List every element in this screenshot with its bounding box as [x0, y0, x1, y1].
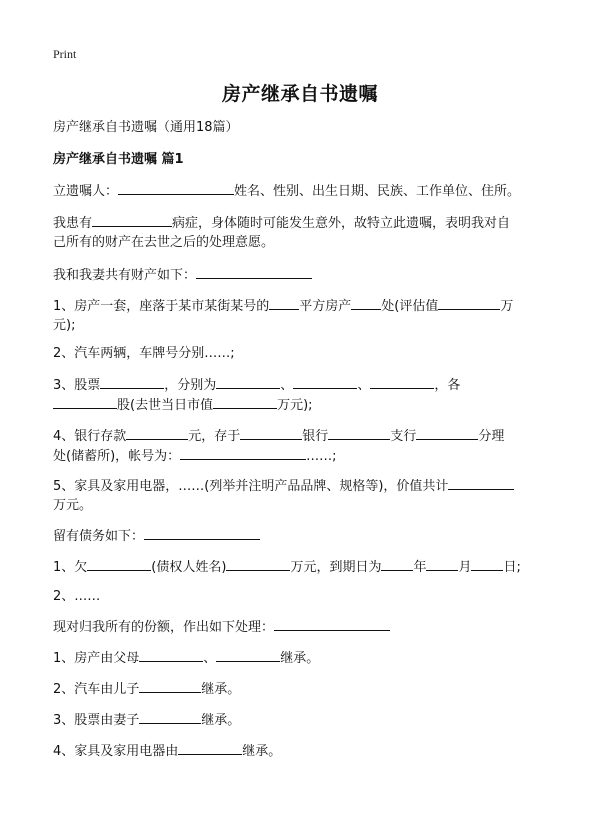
print-link[interactable]: Print [53, 47, 77, 61]
blank-field [471, 557, 503, 571]
text: 4、家具及家用电器由 [53, 744, 179, 759]
text: 病症，身体随时可能发生意外，故特立此遗嘱，表明我对自 [172, 216, 511, 231]
item-furniture-cont [53, 496, 548, 516]
item-house [53, 296, 548, 317]
blank-field [53, 395, 117, 409]
text: 元); [53, 318, 76, 333]
blank-field [144, 526, 260, 540]
blank-field [87, 557, 151, 571]
disposition-furniture [53, 741, 548, 762]
blank-field [100, 375, 164, 389]
text: 分理 [478, 429, 505, 444]
text: 支行 [390, 429, 417, 444]
blank-field [240, 426, 302, 440]
blank-field [213, 395, 277, 409]
blank-field [370, 375, 434, 389]
text: 留有债务如下： [53, 529, 145, 544]
text: 姓名、性别、出生日期、民族、工作单位、住所。 [234, 184, 521, 199]
text: 万元。 [53, 498, 93, 513]
text: 2、汽车两辆，车牌号分别……; [53, 346, 235, 361]
item-cars [53, 344, 548, 364]
text: 处(评估值 [381, 299, 439, 314]
disposition-house [53, 648, 548, 669]
text: 继承。 [201, 713, 241, 728]
text: (债权人姓名) [151, 560, 227, 575]
document-title: 房产继承自书遗嘱 [221, 83, 378, 105]
blank-field [139, 710, 201, 724]
blank-field [351, 296, 381, 310]
text: 年 [413, 560, 427, 575]
item-deposit [53, 426, 548, 447]
text: 1、房产一套，座落于某市某街某号的 [53, 299, 270, 314]
blank-field [274, 617, 390, 631]
text: 4、银行存款 [53, 429, 127, 444]
blank-field [178, 741, 242, 755]
blank-field [216, 648, 280, 662]
item-stocks-cont [53, 395, 548, 416]
text: 3、股票 [53, 378, 101, 393]
document-subtitle: 房产继承自书遗嘱（通用18篇） [53, 120, 239, 135]
text: 继承。 [242, 744, 282, 759]
blank-field [139, 679, 201, 693]
section-heading: 房产继承自书遗嘱 篇1 [53, 152, 184, 167]
text: 元，存于 [188, 429, 241, 444]
text: 立遗嘱人： [53, 184, 119, 199]
text: 、 [280, 378, 294, 393]
blank-field [226, 557, 290, 571]
text: 继承。 [280, 651, 320, 666]
text: 处(储蓄所)，帐号为： [53, 449, 181, 464]
text: 我患有 [53, 216, 93, 231]
text: 银行 [302, 429, 329, 444]
text: ，分别为 [164, 378, 217, 393]
blank-field [448, 476, 514, 490]
text: 万元，到期日为 [290, 560, 382, 575]
text: 3、股票由妻子 [53, 713, 140, 728]
blank-field [118, 181, 234, 195]
text: 继承。 [201, 682, 241, 697]
blank-field [139, 648, 203, 662]
debts-heading [53, 526, 548, 547]
joint-property-heading [53, 265, 548, 286]
debt-item-1 [53, 557, 548, 578]
text: 1、房产由父母 [53, 651, 140, 666]
paragraph-illness-cont [53, 233, 548, 253]
item-stocks [53, 375, 548, 396]
paragraph-illness [53, 213, 548, 234]
item-deposit-cont [53, 446, 548, 467]
text: 股(去世当日市值 [117, 398, 214, 413]
blank-field [92, 213, 172, 227]
blank-field [126, 426, 188, 440]
testator-line [53, 181, 548, 202]
text: ……; [306, 449, 337, 464]
text: 月 [458, 560, 472, 575]
blank-field [416, 426, 478, 440]
text: 己所有的财产在去世之后的处理意愿。 [53, 235, 275, 250]
item-furniture [53, 476, 548, 497]
disposition-stocks [53, 710, 548, 731]
text: 2、…… [53, 589, 101, 604]
blank-field [381, 557, 413, 571]
blank-field [180, 446, 306, 460]
blank-field [293, 375, 357, 389]
text: 现对归我所有的份额，作出如下处理： [53, 620, 275, 635]
blank-field [426, 557, 458, 571]
blank-field [216, 375, 280, 389]
text: 万 [500, 299, 514, 314]
text: 万元); [277, 398, 313, 413]
text: 日; [503, 560, 521, 575]
blank-field [328, 426, 390, 440]
text: ，各 [434, 378, 461, 393]
text: 2、汽车由儿子 [53, 682, 140, 697]
text: 我和我妻共有财产如下： [53, 268, 197, 283]
text: 、 [203, 651, 217, 666]
disposition-heading [53, 617, 548, 638]
item-house-cont [53, 316, 548, 336]
debt-item-2 [53, 587, 548, 607]
text: 平方房产 [299, 299, 352, 314]
disposition-cars [53, 679, 548, 700]
text: 5、家具及家用电器，……(列举并注明产品品牌、规格等)，价值共计 [53, 479, 449, 494]
blank-field [269, 296, 299, 310]
text: 、 [357, 378, 371, 393]
blank-field [438, 296, 500, 310]
text: 1、欠 [53, 560, 88, 575]
blank-field [196, 265, 312, 279]
